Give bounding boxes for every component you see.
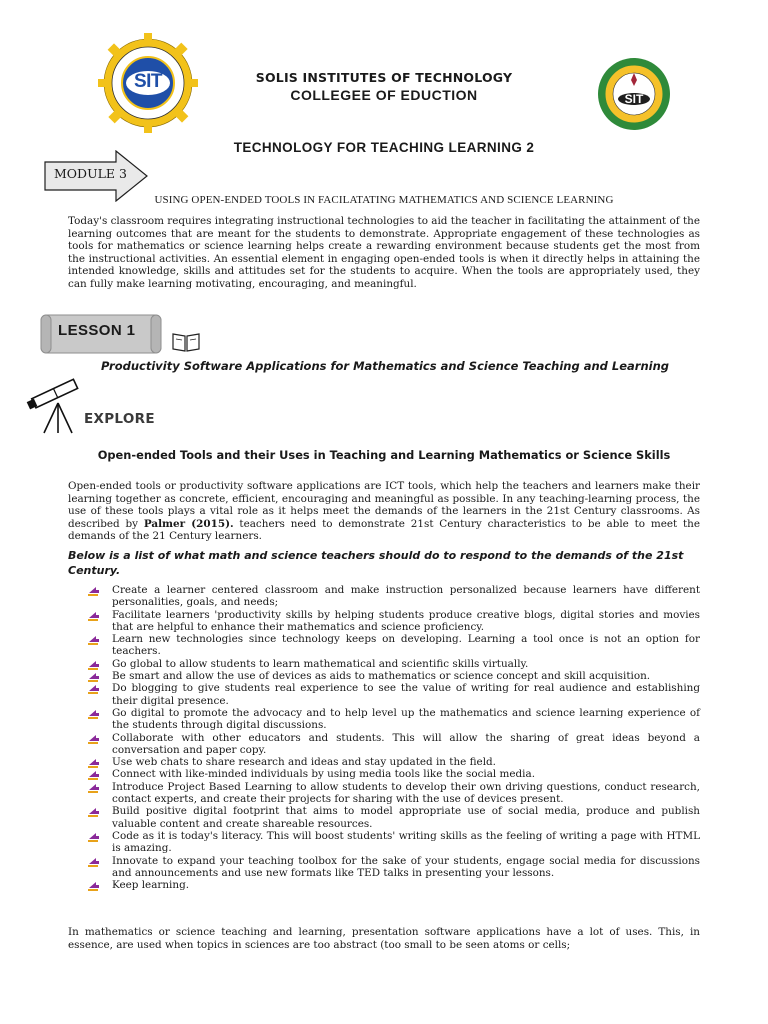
left-logo-text: SIT (133, 71, 163, 92)
list-item-text: Collaborate with other educators and students. This will allow the sharing of great ideas beyond a conversation and paper copy. (112, 731, 700, 756)
list-item (88, 879, 700, 891)
lesson-badge (38, 312, 164, 356)
module-subtitle: USING OPEN-ENDED TOOLS IN FACILATATING MATHEMATICS AND SCIENCE LEARNING (154, 194, 614, 206)
telescope-icon (26, 376, 88, 438)
list-item (88, 830, 700, 855)
bullet-arrow-icon (88, 757, 100, 768)
list-item-text: Introduce Project Based Learning to allow students to develop their own driving questions, conduct research, contact experts, and create their projects for sharing with the use of devices present. (112, 780, 700, 806)
list-item (88, 670, 700, 682)
list-item-text: Code as it is today's literacy. This will boost students' writing skills as the feeling of writing a page with HTML is amazing. (112, 829, 700, 855)
bullet-arrow-icon (88, 733, 100, 744)
course-title: TECHNOLOGY FOR TEACHING LEARNING 2 (233, 140, 535, 155)
list-item (88, 609, 700, 634)
citation: Palmer (2015). (143, 517, 234, 530)
list-item (88, 584, 700, 609)
closing-paragraph: In mathematics or science teaching and learning, presentation software applications have a lot of uses. This, in essence, are used when topics in sciences are too abstract (too small to be seen atoms or cells; (68, 926, 700, 951)
lesson-title: Productivity Software Applications for Mathematics and Science Teaching and Learning (100, 359, 670, 373)
list-item-text: Facilitate learners 'productivity skills by helping students produce creative blogs, digital stories and movies that are helpful to enhance their mathematics and science proficiency. (112, 608, 700, 633)
bullet-arrow-icon (88, 671, 100, 682)
list-item-text: Keep learning. (112, 879, 190, 892)
institution-name: SOLIS INSTITUTES OF TECHNOLOGY (255, 70, 513, 85)
paragraph-2-text-1: Open-ended tools or productivity software applications are ICT tools, which help the teachers and learners make their learning together as concrete, efficient, encouraging and meaningful as possible. In any teaching-learning process, the use of these tools plays a vital role as it helps meet the demands of the learners in the 21st Century classrooms. As described by (68, 480, 700, 530)
list-item-text: Be smart and allow the use of devices as aids to mathematics or science concept and skill acquisition. (112, 670, 651, 683)
bullet-arrow-icon (88, 659, 100, 670)
bullet-arrow-icon (88, 880, 100, 891)
list-item-text: Learn new technologies since technology keeps on developing. Learning a tool once is not an option for teachers. (112, 633, 700, 658)
list-item-text: Create a learner centered classroom and make instruction personalized because learners have different personalities, goals, and needs; (112, 584, 700, 609)
intro-paragraph: Today's classroom requires integrating instructional technologies to aid the teacher in facilitating the attainment of the learning outcomes that are meant for the students to demonstrate. Appropriate engagement of these technologies as tools for mathematics or science learning helps create a rewarding environment because students get the most from the instructional activities. An essential element in engaging open-ended tools is when it directly helps in attaining the intended knowledge, skills and attitudes set for the students to acquire. When the tools are appropriately used, they can fully make learning motivating, encouraging, and meaningful. (68, 215, 700, 290)
list-item-text: Use web chats to share research and ideas and stay updated in the field. (112, 756, 496, 769)
bullet-arrow-icon (88, 806, 100, 817)
list-item (88, 805, 700, 830)
list-item (88, 855, 700, 880)
bullet-arrow-icon (88, 831, 100, 842)
list-item-text: Build positive digital footprint that aims to model appropriate use of social media, produce and publish valuable content and create shareable resources. (112, 805, 700, 830)
bullet-arrow-icon (88, 634, 100, 645)
list-item-text: Go global to allow students to learn mathematical and scientific skills virtually. (112, 657, 529, 670)
list-item-text: Go digital to promote the advocacy and to help level up the mathematics and science learning experience of the students through digital discussions. (112, 706, 700, 732)
list-item-text: Innovate to expand your teaching toolbox for the sake of your students, engage social media for discussions and announcements and use new formats like TED talks in presenting your lessons. (112, 854, 700, 879)
module-label: MODULE 3 (54, 166, 127, 181)
list-item (88, 756, 700, 768)
bullet-arrow-icon (88, 610, 100, 621)
bullet-arrow-icon (88, 683, 100, 694)
bullet-arrow-icon (88, 585, 100, 596)
list-item (88, 658, 700, 670)
list-item (88, 768, 700, 780)
paragraph-2-text-2: teachers need to demonstrate 21st Century characteristics to be able to meet the demands of the 21 Century learners. (68, 517, 701, 543)
section-heading: Open-ended Tools and their Uses in Teaching and Learning Mathematics or Science Skills (97, 448, 671, 462)
bullet-arrow-icon (88, 782, 100, 793)
college-name: COLLEGEE OF EDUCTION (290, 87, 478, 103)
explore-label: EXPLORE (84, 411, 155, 427)
demands-list (88, 584, 700, 891)
lesson-label: LESSON 1 (58, 322, 136, 339)
bullet-arrow-icon (88, 769, 100, 780)
list-item (88, 732, 700, 757)
list-item-text: Do blogging to give students real experience to see the value of writing for real audience and establishing their digital presence. (112, 682, 700, 707)
list-item (88, 633, 700, 658)
bullet-arrow-icon (88, 708, 100, 719)
list-lead: Below is a list of what math and science teachers should do to respond to the demands of the 21st Century. (68, 549, 684, 577)
list-item (88, 781, 700, 806)
list-item (88, 707, 700, 732)
list-item (88, 682, 700, 707)
list-item-text: Connect with like-minded individuals by using media tools like the social media. (112, 768, 536, 781)
bullet-arrow-icon (88, 856, 100, 867)
left-logo (98, 33, 198, 137)
paragraph-2 (68, 480, 700, 543)
right-logo-text: SIT (624, 92, 644, 106)
book-icon (171, 331, 201, 357)
